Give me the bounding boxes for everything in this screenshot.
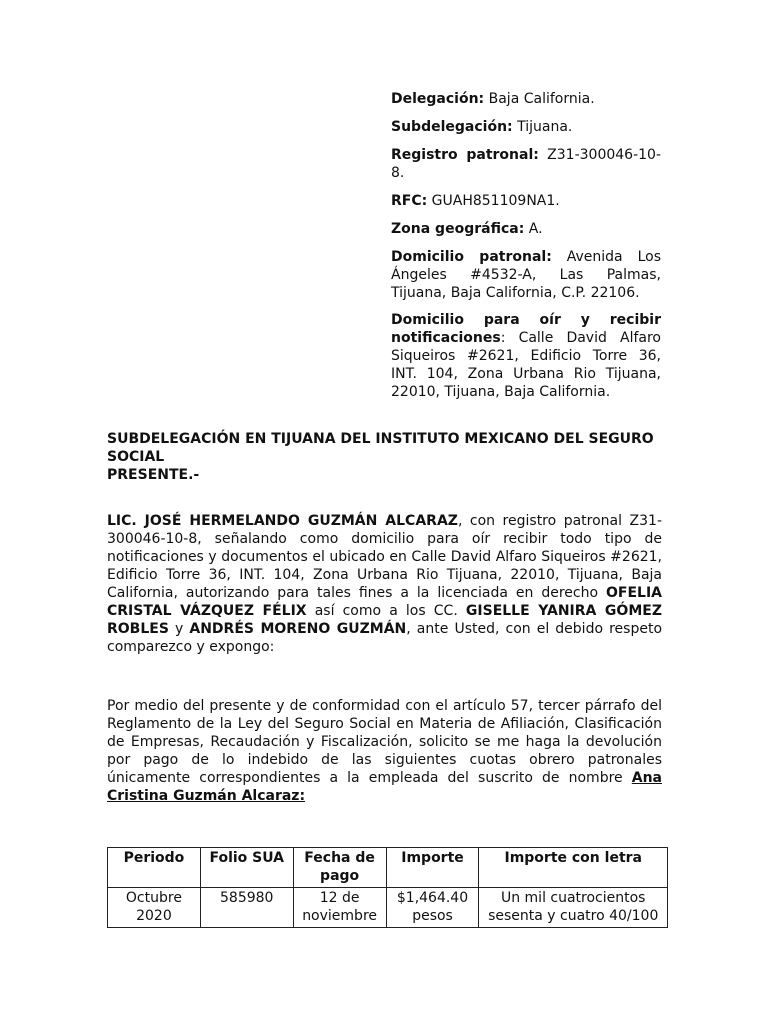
registro-line (391, 146, 661, 182)
delegacion-label: Delegación: (391, 91, 485, 107)
rfc-value: GUAH851109NA1. (427, 193, 560, 209)
presente-line: PRESENTE.- (107, 467, 200, 483)
notificaciones-value: : Calle David Alfaro Siqueiros #2621, Edificio Torre 36, INT. 104, Zona Urbana Rio Tijuana, 22010, Tijuana, Baja California. (391, 330, 661, 400)
delegacion-line (391, 90, 661, 108)
cell-periodo: Octubre 2020 (108, 888, 201, 928)
intro-text-1: , con registro patronal Z31-300046-10-8, señalando como domicilio para oír recibir todo tipo de notificaciones y documentos el ubicado en Calle David Alfaro Siqueiros #2621, Edificio Torre 36, INT. 104, Zona Urbana Rio Tijuana, 22010, Tijuana, Baja California, autorizando para tales fines a la licenciada en derecho (107, 513, 662, 601)
header-importe: Importe (386, 848, 479, 888)
subdelegacion-line (391, 118, 661, 136)
header-fecha-pago: Fecha de pago (293, 848, 386, 888)
delegacion-value: Baja California. (484, 91, 595, 107)
header-periodo: Periodo (108, 848, 201, 888)
subdelegacion-label: Subdelegación: (391, 119, 513, 135)
zona-label: Zona geográfica: (391, 221, 525, 237)
intro-paragraph (107, 512, 662, 656)
zona-value: A. (524, 221, 543, 237)
addressee-block (107, 430, 663, 484)
domicilio-line (391, 248, 661, 302)
promovente-name: LIC. JOSÉ HERMELANDO GUZMÁN ALCARAZ (107, 513, 458, 529)
request-paragraph (107, 697, 662, 805)
request-text: Por medio del presente y de conformidad con el artículo 57, tercer párrafo del Reglamento de la Ley del Seguro Social en Materia de Afiliación, Clasificación de Empresas, Recaudación y Fiscalización, solicito se me haga la devolución por pago de lo indebido de las siguientes cuotas obrero patronales únicamente correspondientes a la empleada del suscrito de nombre (107, 698, 662, 786)
cell-importe-letra: Un mil cuatrocientos sesenta y cuatro 40/100 (479, 888, 668, 928)
header-importe-letra: Importe con letra (479, 848, 668, 888)
zona-line (391, 220, 661, 238)
cell-importe: $1,464.40 pesos (386, 888, 479, 928)
cell-folio-sua: 585980 (200, 888, 293, 928)
addressee-line: SUBDELEGACIÓN EN TIJUANA DEL INSTITUTO MEXICANO DEL SEGURO SOCIAL (107, 431, 654, 465)
cell-fecha-pago: 12 de noviembre (293, 888, 386, 928)
domicilio-value: Avenida Los Ángeles #4532-A, Las Palmas, Tijuana, Baja California, C.P. 22106. (391, 249, 661, 301)
authorized-name-1: OFELIA CRISTAL VÁZQUEZ FÉLIX (107, 585, 662, 619)
intro-text-3: y (168, 621, 190, 637)
employee-name: Ana Cristina Guzmán Alcaraz: (107, 770, 662, 804)
notificaciones-label: Domicilio para oír y recibir notificaciones (391, 312, 661, 346)
header-info-block (391, 90, 661, 411)
notificaciones-line (391, 311, 661, 401)
registro-value: Z31-300046-10-8. (391, 147, 661, 181)
registro-label: Registro patronal: (391, 147, 539, 163)
rfc-label: RFC: (391, 193, 428, 209)
intro-text-4: , ante Usted, con el debido respeto comparezco y expongo: (107, 621, 663, 655)
payments-table (107, 847, 668, 928)
header-folio-sua: Folio SUA (200, 848, 293, 888)
subdelegacion-value: Tijuana. (512, 119, 573, 135)
authorized-name-3: ANDRÉS MORENO GUZMÁN (189, 621, 407, 637)
rfc-line (391, 192, 661, 210)
authorized-name-2: GISELLE YANIRA GÓMEZ ROBLES (107, 603, 662, 637)
intro-text-2: así como a los CC. (306, 603, 466, 619)
table-row (108, 888, 668, 928)
domicilio-label: Domicilio patronal: (391, 249, 552, 265)
table-header-row (108, 848, 668, 888)
